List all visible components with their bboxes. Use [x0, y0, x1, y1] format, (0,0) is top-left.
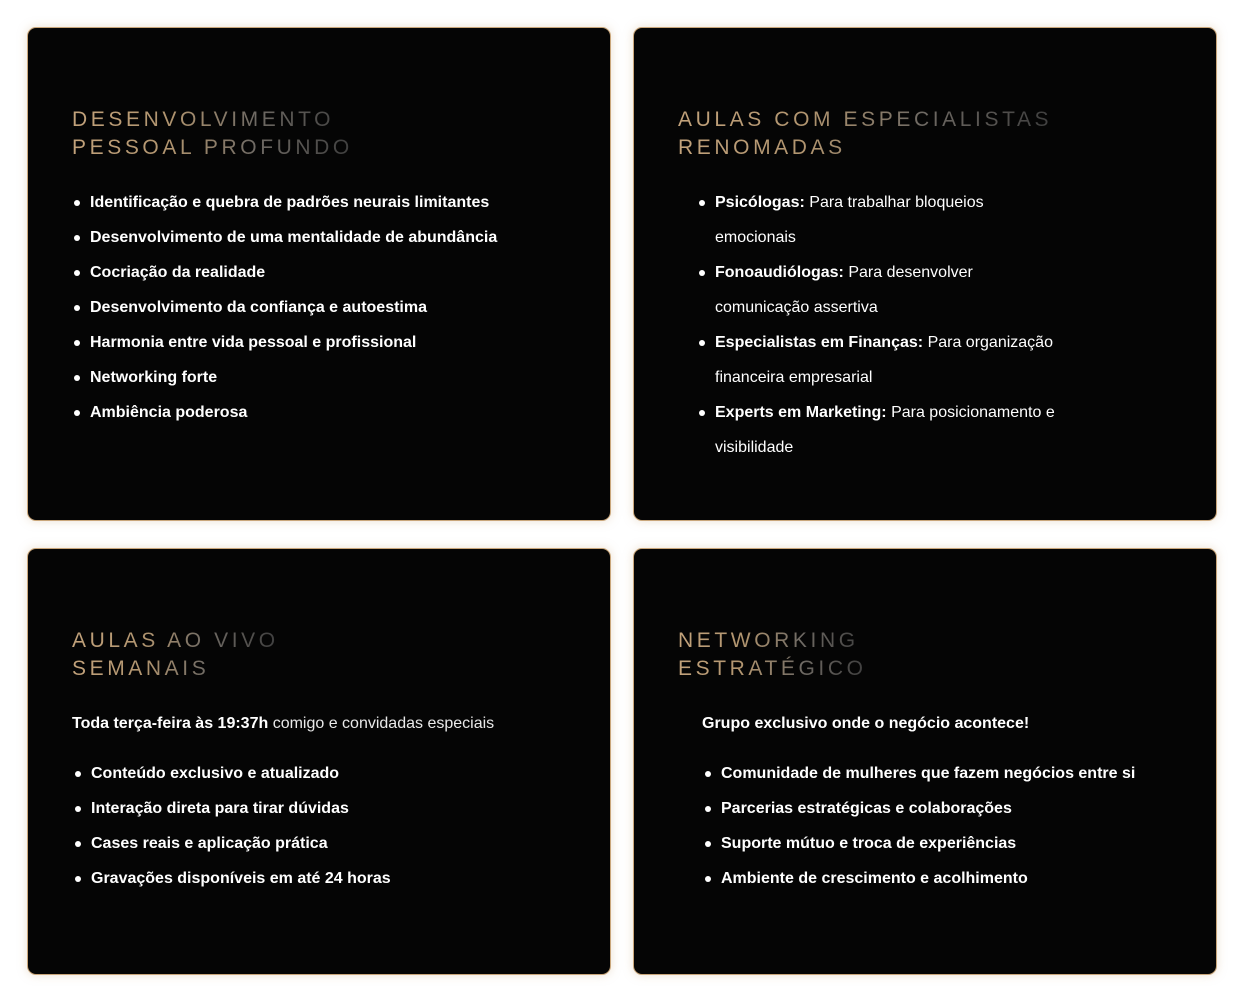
list-item: Cocriação da realidade	[72, 255, 497, 290]
list-item: Gravações disponíveis em até 24 horas	[73, 861, 391, 896]
item-label: Especialistas em Finanças:	[715, 334, 924, 351]
card-title	[678, 106, 1052, 162]
card-title-line: SEMANAIS	[72, 657, 210, 680]
feature-list	[73, 756, 391, 896]
card-title-line: DESENVOLVIMENTO	[72, 108, 335, 131]
feature-list	[72, 185, 497, 430]
card-title	[72, 627, 279, 683]
list-item	[697, 185, 1065, 255]
list-item	[697, 255, 1065, 325]
item-label: Experts em Marketing:	[715, 404, 887, 421]
item-text: Para organização financeira empresarial	[715, 334, 1053, 386]
group-intro: Grupo exclusivo onde o negócio acontece!	[702, 715, 1030, 732]
card-title-line: NETWORKING	[678, 629, 859, 652]
item-text: Para posicionamento e visibilidade	[715, 404, 1055, 456]
card-title-line: AULAS AO VIVO	[72, 629, 279, 652]
feature-list	[703, 756, 1135, 896]
list-item	[697, 395, 1065, 465]
list-item: Parcerias estratégicas e colaborações	[703, 791, 1135, 826]
item-text: Para trabalhar bloqueios emocionais	[715, 194, 984, 246]
schedule-intro	[72, 709, 494, 739]
specialist-list	[697, 185, 1065, 465]
list-item: Suporte mútuo e troca de experiências	[703, 826, 1135, 861]
list-item: Identificação e quebra de padrões neurais limitantes	[72, 185, 497, 220]
card-title-line: AULAS COM ESPECIALISTAS	[678, 108, 1053, 131]
card-networking-estrategico	[633, 548, 1217, 975]
list-item: Desenvolvimento da confiança e autoestima	[72, 290, 497, 325]
list-item: Interação direta para tirar dúvidas	[73, 791, 391, 826]
item-label: Psicólogas:	[715, 194, 805, 211]
card-title-line: RENOMADAS	[678, 136, 846, 159]
list-item: Networking forte	[72, 360, 497, 395]
list-item: Harmonia entre vida pessoal e profissional	[72, 325, 497, 360]
item-label: Fonoaudiólogas:	[715, 264, 844, 281]
list-item: Comunidade de mulheres que fazem negócios entre si	[703, 756, 1135, 791]
list-item: Ambiente de crescimento e acolhimento	[703, 861, 1135, 896]
schedule-detail: comigo e convidadas especiais	[272, 715, 495, 732]
schedule-time: Toda terça-feira às 19:37h	[72, 715, 269, 732]
card-desenvolvimento-pessoal	[27, 27, 611, 521]
card-title	[72, 106, 353, 162]
card-aulas-ao-vivo	[27, 548, 611, 975]
item-text: Para desenvolver comunicação assertiva	[715, 264, 973, 316]
list-item	[697, 325, 1065, 395]
card-title-line: PESSOAL PROFUNDO	[72, 136, 353, 159]
card-title	[678, 627, 867, 683]
list-item: Conteúdo exclusivo e atualizado	[73, 756, 391, 791]
card-aulas-especialistas	[633, 27, 1217, 521]
list-item: Desenvolvimento de uma mentalidade de abundância	[72, 220, 497, 255]
list-item: Cases reais e aplicação prática	[73, 826, 391, 861]
list-item: Ambiência poderosa	[72, 395, 497, 430]
card-title-line: ESTRATÉGICO	[678, 657, 867, 680]
